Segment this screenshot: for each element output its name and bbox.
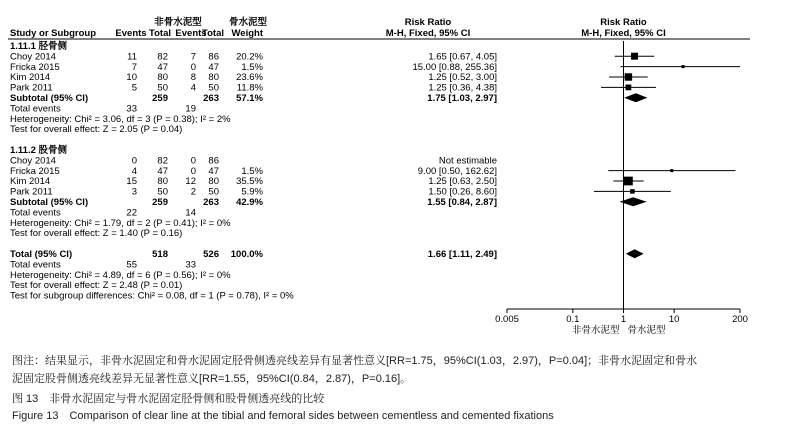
subgroup-2-subtotal-label: Subtotal (95% CI) (10, 197, 89, 208)
subgroup-1-study-4-name: Park 2011 (10, 82, 53, 94)
subgroup-2-total-events-label: Total events (10, 207, 61, 219)
subgroup-1-study-1-name: Choy 2014 (10, 51, 56, 63)
overall-total-diamond (626, 249, 644, 258)
subgroup-2-heterogeneity: Heterogeneity: Chi² = 1.79, df = 2 (P = 0.41); I² = 0% (10, 217, 231, 229)
figure-note-line-1: 图注：结果显示，非骨水泥固定和骨水泥固定胫骨侧透亮线差异有显著性意义[RR=1.75，95%CI(1.03，2.97)，P=0.04]；非骨水泥固定和骨水 (12, 355, 698, 367)
subgroup-2-study-3-weight: 35.5% (236, 176, 263, 188)
subgroup-1-study-1-marker (631, 53, 638, 60)
subgroup-1-study-4-weight: 11.8% (236, 82, 263, 94)
overall-total-events-1: 55 (126, 259, 137, 271)
subgroup-1-study-2-marker (682, 65, 685, 68)
x-tick-label-3: 1 (620, 314, 627, 325)
overall-total-label: Total (95% CI) (10, 249, 73, 260)
figure-note-line-2: 泥固定股骨侧透亮线差异无显著性意义[RR=1.55，95%CI(0.84，2.87)，P=0.16]。 (12, 373, 412, 385)
header-study: Study or Subgroup (10, 28, 97, 39)
subgroup-1-study-4-events-1: 5 (131, 82, 137, 94)
subgroup-2-study-3-total-2: 80 (208, 176, 219, 188)
subgroup-2-study-1-total-1: 82 (157, 155, 168, 167)
subgroup-1-study-2-events-2: 0 (190, 61, 196, 73)
header-group1-label: 非骨水泥型 (154, 17, 202, 28)
subgroup-1-study-1-total-1: 82 (157, 51, 168, 63)
x-tick-label-4: 10 (668, 314, 680, 325)
subgroup-1-study-1-events-2: 7 (190, 51, 196, 63)
subgroup-1-total-events-1: 33 (126, 103, 137, 115)
subgroup-1-study-3-weight: 23.6% (236, 72, 263, 84)
subgroup-2-study-3-name: Kim 2014 (10, 176, 51, 188)
subgroup-1-study-2-name: Fricka 2015 (10, 61, 60, 73)
subgroup-2-study-1-name: Choy 2014 (10, 155, 56, 167)
overall-total-weight: 100.0% (230, 249, 263, 260)
subgroup-2-study-4-events-2: 2 (190, 186, 196, 198)
subgroup-2-study-3-events-1: 15 (126, 176, 137, 188)
subgroup-2-study-2-marker (670, 169, 673, 172)
subgroup-1-subtotal-total-2: 263 (203, 93, 219, 104)
overall-heterogeneity: Heterogeneity: Chi² = 4.89, df = 6 (P = 0.56); I² = 0% (10, 269, 231, 281)
subgroup-1-total-events-2: 19 (185, 103, 196, 115)
overall-total-events-label: Total events (10, 259, 61, 271)
subgroup-1-study-2-events-1: 7 (131, 61, 137, 73)
overall-total-ci: 1.66 [1.11, 2.49] (427, 249, 497, 260)
subgroup-2-title: 1.11.2 股骨侧 (10, 145, 68, 156)
subgroup-1-study-4-events-2: 4 (190, 82, 196, 94)
subgroup-1-study-2-total-2: 47 (208, 61, 219, 73)
x-tick-label-5: 200 (732, 314, 748, 325)
subgroup-1-subtotal-total-1: 259 (152, 93, 168, 104)
subgroup-1-study-4-marker (626, 85, 632, 91)
subgroup-1-study-1-total-2: 86 (208, 51, 219, 63)
subgroup-2-study-4-ci: 1.50 [0.26, 8.60] (428, 186, 497, 198)
overall-effect: Test for overall effect: Z = 2.48 (P = 0.01) (10, 280, 183, 292)
x-tick-label-2: 0.1 (566, 314, 580, 325)
figure-title-english: Figure 13 Comparison of clear line at the tibial and femoral sides between cementless and cemented fixations (12, 410, 554, 422)
subgroup-1-study-4-ci: 1.25 [0.36, 4.38] (428, 82, 497, 94)
overall-total-total-2: 526 (203, 249, 219, 260)
subgroup-1-heterogeneity: Heterogeneity: Chi² = 3.06, df = 3 (P = 0.38); I² = 2% (10, 113, 231, 125)
subgroup-1-study-2-weight: 1.5% (241, 61, 263, 73)
subgroup-2-study-3-total-1: 80 (157, 176, 168, 188)
header-total-1: Total (149, 28, 171, 39)
header-plot-risk-ratio: Risk Ratio (600, 17, 647, 28)
subgroup-2-subtotal-total-1: 259 (152, 197, 168, 208)
subgroup-2-subtotal-total-2: 263 (203, 197, 219, 208)
subgroup-2-study-3-marker (624, 177, 633, 186)
favours-left-label: 非骨水泥型 (571, 325, 620, 336)
subgroup-2-study-2-weight: 1.5% (241, 165, 263, 177)
header-events-1: Events (115, 28, 147, 39)
subgroup-2-study-2-name: Fricka 2015 (10, 165, 60, 177)
subgroup-2-study-1-ci: Not estimable (438, 155, 497, 167)
subgroup-1-study-3-total-2: 80 (208, 72, 219, 84)
subgroup-1-total-events-label: Total events (10, 103, 61, 115)
subgroup-2-study-2-total-2: 47 (208, 165, 219, 177)
subgroup-2-study-1-total-2: 86 (208, 155, 219, 167)
subgroup-2-subtotal-ci: 1.55 [0.84, 2.87] (427, 197, 497, 208)
subgroup-1-study-4-total-1: 50 (157, 82, 168, 94)
subgroup-2-study-4-events-1: 3 (131, 186, 137, 198)
subgroup-2-study-4-total-2: 50 (208, 186, 219, 198)
subgroup-2-study-4-total-1: 50 (157, 186, 168, 198)
subgroup-2-study-2-events-1: 4 (131, 165, 137, 177)
subgroup-2-study-1-events-1: 0 (131, 155, 137, 167)
subgroup-1-title: 1.11.1 胫骨侧 (10, 41, 68, 52)
subgroup-1-study-1-weight: 20.2% (236, 51, 263, 63)
subgroup-1-subtotal-diamond (624, 93, 647, 102)
subgroup-1-study-2-ci: 15.00 [0.88, 255.36] (412, 61, 497, 73)
subgroup-2-study-2-events-2: 0 (190, 165, 196, 177)
subgroup-1-study-3-events-1: 10 (126, 72, 137, 84)
subgroup-1-subtotal-weight: 57.1% (236, 93, 263, 104)
header-events-2: Events (175, 28, 207, 39)
subgroup-1-study-3-name: Kim 2014 (10, 72, 51, 84)
header-group2-label: 骨水泥型 (228, 17, 268, 28)
header-weight: Weight (231, 28, 263, 39)
subgroup-2-total-events-2: 14 (185, 207, 196, 219)
subgroup-1-subtotal-label: Subtotal (95% CI) (10, 93, 89, 104)
subgroup-1-study-1-events-1: 11 (127, 51, 137, 63)
subgroup-differences: Test for subgroup differences: Chi² = 0.08, df = 1 (P = 0.78), I² = 0% (10, 290, 294, 302)
subgroup-1-subtotal-ci: 1.75 [1.03, 2.97] (427, 93, 497, 104)
subgroup-1-study-3-events-2: 8 (190, 72, 196, 84)
subgroup-2-study-4-marker (630, 189, 635, 194)
figure-note (12, 352, 787, 388)
favours-right-label: 骨水泥型 (627, 325, 666, 336)
overall-total-total-1: 518 (152, 249, 168, 260)
header-plot-method: M-H, Fixed, 95% CI (581, 28, 666, 39)
subgroup-1-study-3-total-1: 80 (157, 72, 168, 84)
subgroup-1-study-3-ci: 1.25 [0.52, 3.00] (428, 72, 497, 84)
figure-title-chinese: 图 13 非骨水泥固定与骨水泥固定胫骨侧和股骨侧透亮线的比较 (12, 393, 325, 405)
header-total-2: Total (202, 28, 224, 39)
subgroup-1-study-2-total-1: 47 (157, 61, 168, 73)
subgroup-2-total-events-1: 22 (126, 207, 137, 219)
subgroup-2-study-1-events-2: 0 (190, 155, 196, 167)
subgroup-2-overall-effect: Test for overall effect: Z = 1.40 (P = 0.16) (10, 228, 183, 240)
subgroup-2-study-3-ci: 1.25 [0.63, 2.50] (428, 176, 497, 188)
header-risk-ratio: Risk Ratio (404, 17, 452, 28)
subgroup-2-study-4-weight: 5.9% (241, 186, 263, 198)
header-rr-method: M-H, Fixed, 95% CI (385, 28, 471, 39)
subgroup-2-study-2-total-1: 47 (157, 165, 168, 177)
subgroup-1-study-1-ci: 1.65 [0.67, 4.05] (428, 51, 497, 63)
subgroup-1-overall-effect: Test for overall effect: Z = 2.05 (P = 0.04) (10, 124, 183, 136)
subgroup-1-study-3-marker (625, 73, 632, 80)
overall-total-events-2: 33 (185, 259, 196, 271)
x-tick-label-1: 0.005 (495, 314, 519, 325)
subgroup-2-study-3-events-2: 12 (185, 176, 196, 188)
subgroup-2-subtotal-weight: 42.9% (236, 197, 263, 208)
subgroup-2-study-4-name: Park 2011 (10, 186, 53, 198)
subgroup-2-study-2-ci: 9.00 [0.50, 162.62] (417, 165, 497, 177)
subgroup-1-study-4-total-2: 50 (208, 82, 219, 94)
